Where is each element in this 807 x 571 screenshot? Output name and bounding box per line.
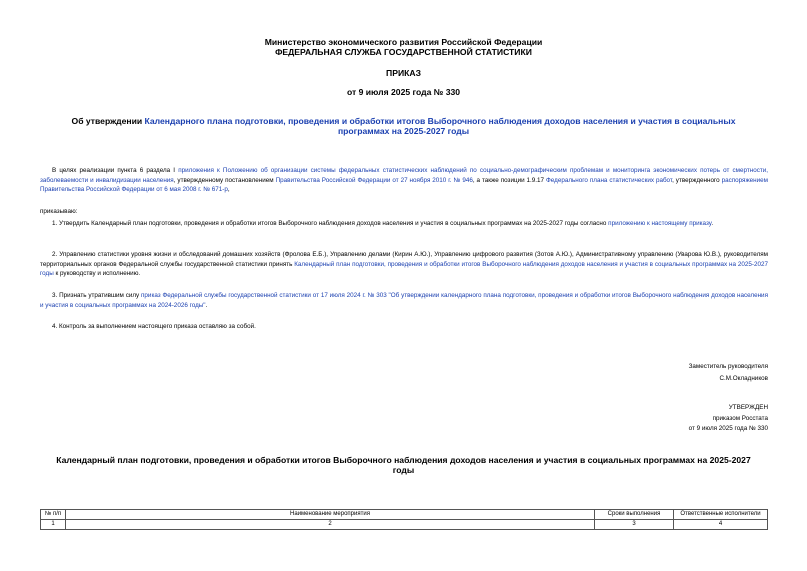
item-1-text: 1. Утвердить Календарный план подготовки, проведения и обработки итогов Выборочного наблюдения доходов населения и участия в социальных программах на 2025-2027 годы согласно	[52, 220, 609, 227]
signatory-position: Заместитель руководителя	[688, 363, 768, 370]
col-number-2: 2	[66, 520, 595, 530]
item-3-link[interactable]: приказ Федеральной службы государственной статистики от 17 июля 2024 г. № 303 "Об утверждении календарного плана подготовки, проведения и обработки итогов Выборочного наблюдения доходов населения и участия в социальных программах на 2024-2026 годы"	[40, 292, 768, 309]
col-header-deadline: Сроки выполнения	[595, 510, 674, 520]
preamble-link-plan[interactable]: Федерального плана статистических работ	[546, 176, 673, 184]
col-header-activity: Наименование мероприятия	[66, 510, 595, 520]
item-2-end: к руководству и исполнению.	[53, 270, 141, 277]
table-row	[41, 520, 768, 530]
preamble-text: В целях реализации пункта 6 раздела I	[52, 167, 179, 174]
table-header-row	[41, 510, 768, 520]
order-word: приказываю:	[40, 208, 78, 215]
item-2-text: 2. Управлению статистики уровня жизни и обследований домашних хозяйств (Фролова Е.Б.), Управлению делами (Кирин А.Ю.), Управлению цифрового развития (Зотов А.Ю.), Административному управлению (Уварова Ю.В.), руководителям территориальных органов Федеральной службы государственной статистики принять	[40, 251, 768, 268]
preamble-text: ,	[227, 186, 230, 193]
col-number-1: 1	[41, 520, 66, 530]
item-3-text: 3. Признать утратившим силу	[52, 292, 142, 299]
item-2-link[interactable]: Календарный план подготовки, проведения и обработки итогов Выборочного наблюдения доходов населения и участия в социальных программах на 2025-2027 годы	[40, 260, 768, 277]
col-number-3: 3	[595, 520, 674, 530]
preamble-text: , утвержденного	[672, 176, 722, 184]
approval-stamp: УТВЕРЖДЕН	[728, 404, 768, 411]
preamble-paragraph	[40, 166, 768, 195]
col-number-4: 4	[674, 520, 768, 530]
item-1-end: .	[711, 220, 714, 227]
approval-order: приказом Росстата	[712, 415, 768, 422]
col-header-responsible: Ответственные исполнители	[674, 510, 768, 520]
document-date-number: от 9 июля 2025 года № 330	[346, 87, 461, 97]
approval-date: от 9 июля 2025 года № 330	[688, 425, 768, 432]
preamble-text: , утвержденному постановлением	[173, 176, 276, 184]
item-3	[40, 291, 768, 310]
plan-table	[40, 509, 768, 530]
preamble-link-decree[interactable]: Правительства Российской Федерации от 27 ноября 2010 г. № 946	[275, 176, 473, 184]
preamble-text: , а также позиции 1.9.17	[472, 176, 546, 184]
ministry-name: Министерство экономического развития Российской Федерации	[264, 37, 543, 47]
plan-title: Календарный план подготовки, проведения и обработки итогов Выборочного наблюдения доходов населения и участия в социальных программах на 2025-2027	[56, 455, 751, 465]
title-link-line2[interactable]: программах на 2025-2027 годы	[337, 126, 470, 136]
title-link[interactable]: Календарного плана подготовки, проведения и обработки итогов Выборочного наблюдения доходов населения и участия в социальных	[144, 116, 736, 126]
title-prefix: Об утверждении	[71, 116, 145, 126]
service-name: ФЕДЕРАЛЬНАЯ СЛУЖБА ГОСУДАРСТВЕННОЙ СТАТИСТИКИ	[275, 47, 532, 57]
item-1	[40, 219, 768, 229]
preamble-link-regulation[interactable]: приложения к Положению об организации системы федеральных статистических наблюдений по социально-демографическим проблемам и мониторинга экономических потерь от смертности, заболеваемости и инвалидизации населения	[40, 167, 768, 184]
item-3-end: .	[205, 301, 208, 309]
preamble-link-order[interactable]: распоряжением Правительства Российской Федерации от 6 мая 2008 г. № 671-р	[40, 176, 769, 193]
item-1-link[interactable]: приложению к настоящему приказу	[608, 220, 712, 227]
signatory-name: С.М.Окладников	[719, 375, 768, 382]
document-type: ПРИКАЗ	[386, 68, 421, 78]
item-2	[40, 250, 768, 279]
col-header-number: № п/п	[41, 510, 66, 520]
item-4: 4. Контроль за выполнением настоящего приказа оставляю за собой.	[52, 323, 256, 330]
plan-title-line2: годы	[392, 465, 415, 475]
